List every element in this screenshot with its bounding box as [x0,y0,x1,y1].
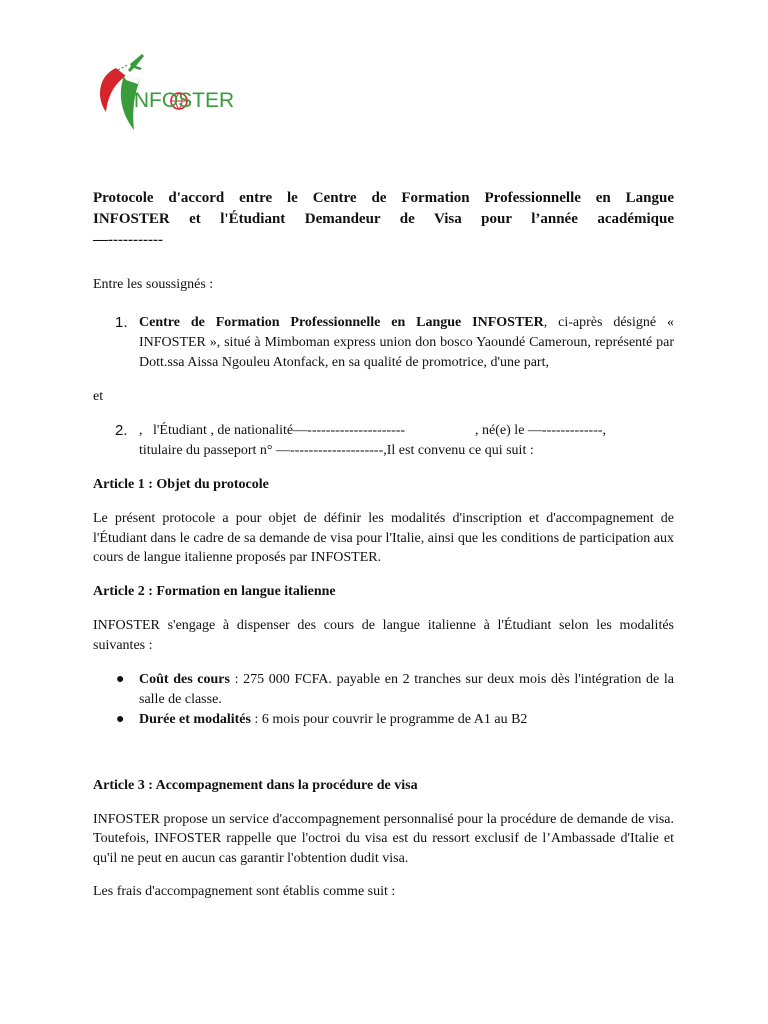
party-2-line-2: titulaire du passeport n° —--------------------,Il est convenu ce qui suit : [139,443,534,458]
article-1-body: Le présent protocole a pour objet de définir les modalités d'inscription et d'accompagnement de l'Étudiant dans le cadre de sa demande de visa pour l'Italie, ainsi que les conditions de participation aux cours de langue italienne proposés par INFOSTER. [93,511,674,565]
bullet-text [139,710,674,730]
intro-text: Entre les soussignés : [93,277,214,292]
bullet-value: : 275 000 FCFA. payable en 2 tranches sur deux mois dès l'intégration de la salle de classe. [139,671,674,707]
party-2-line-1: , l'Étudiant , de nationalité—--------------------- , né(e) le —-------------, [139,423,607,438]
logo-wordmark: INFOSTER [128,89,235,112]
document-title-line-3: —----------- [93,232,163,248]
document-title-line-2: INFOSTER et l'Étudiant Demandeur de Visa pour l’année académique [93,211,674,227]
infoster-logo [94,46,249,132]
bullet-marker: ● [116,671,125,687]
article-1-heading: Article 1 : Objet du protocole [93,477,269,492]
article-3-body: INFOSTER propose un service d'accompagnement personnalisé pour la procédure de demande de visa. Toutefois, INFOSTER rappelle que l'octroi du visa est du ressort exclusif de l’Ambassade d'Italie et qu'il ne peut en aucun cas garantir l'obtention dudit visa. [93,811,674,866]
party-1-details: , ci-après désigné « INFOSTER », situé à Mimboman express union don bosco Yaoundé Cameroun, représenté par Dott.ssa Aissa Ngouleu Atonfack, en sa qualité de promotrice, d'une part, [139,315,674,370]
bullet-label: Durée et modalités [139,711,251,727]
party-2-text [139,421,674,461]
bullet-value: : 6 mois pour couvrir le programme de A1 au B2 [250,711,528,727]
article-2-body: INFOSTER s'engage à dispenser des cours de langue italienne à l'Étudiant selon les modalités suivantes : [93,617,674,653]
article-2-bullet-list [93,670,674,730]
article-3-fees: Les frais d'accompagnement sont établis comme suit : [93,884,396,899]
party-1-text [139,313,674,373]
bullet-marker: ● [116,711,125,727]
party-1-name: Centre de Formation Professionnelle en Langue INFOSTER [139,315,544,330]
party-1-item [93,313,674,373]
bullet-course-cost [93,670,674,710]
bullet-text [139,670,674,710]
document-body [93,188,674,902]
party-1-number: 1. [115,314,128,331]
article-3-heading: Article 3 : Accompagnement dans la procédure de visa [93,777,418,793]
bullet-duration [93,710,674,730]
party-list-1 [93,313,674,373]
party-2-number: 2. [115,422,128,439]
document-title-line-1: Protocole d'accord entre le Centre de Formation Professionnelle en Langue [93,190,674,206]
article-2-heading: Article 2 : Formation en langue italienne [93,583,336,599]
party-2-item [93,421,674,461]
party-list-2 [93,421,674,461]
bullet-label: Coût des cours [139,671,230,687]
and-text: et [93,389,104,404]
